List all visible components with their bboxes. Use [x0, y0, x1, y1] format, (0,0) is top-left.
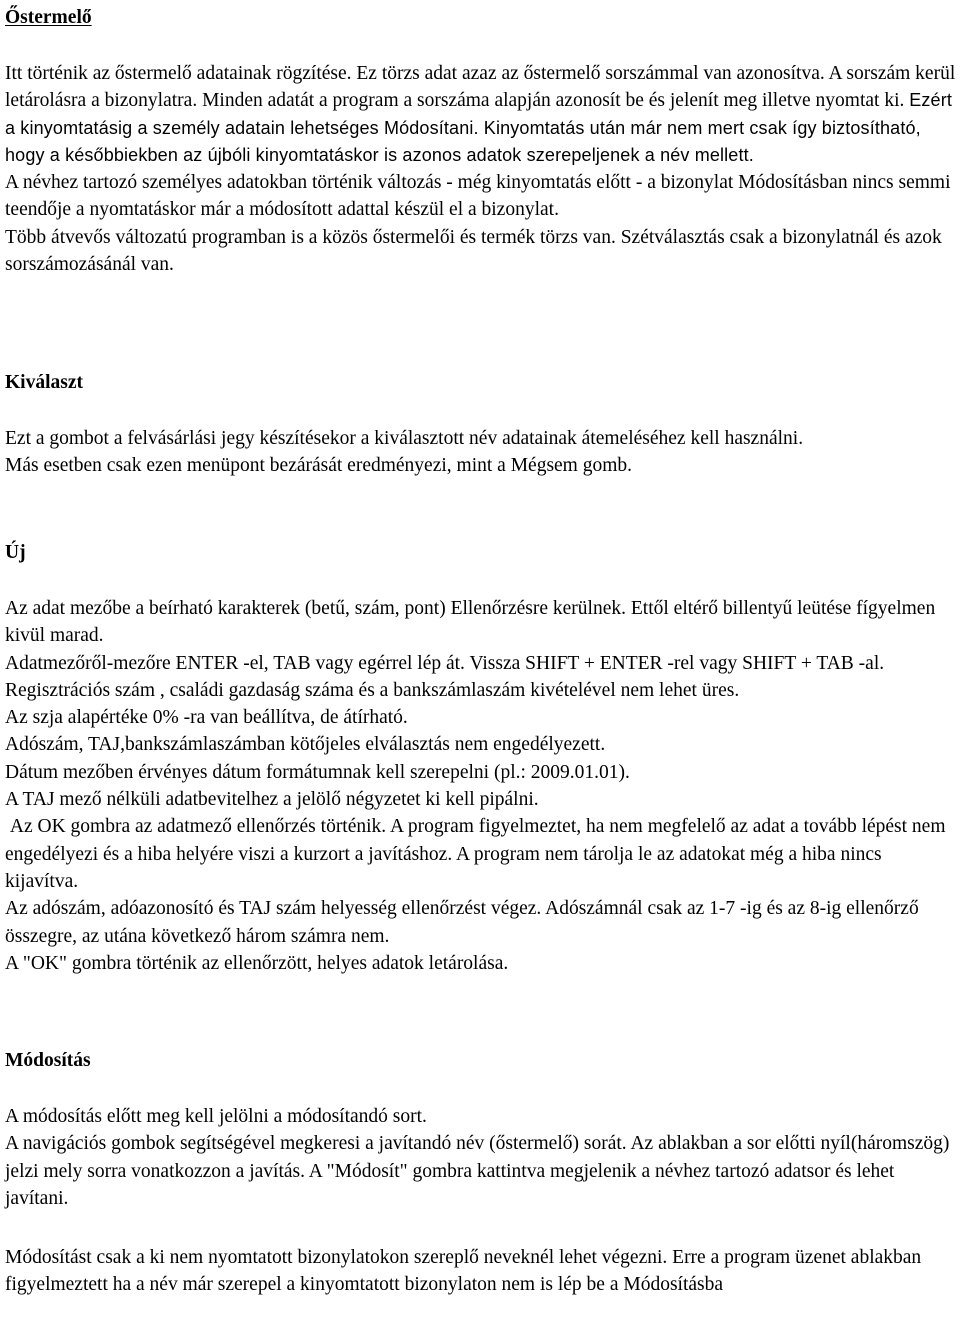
paragraph: Az OK gombra az adatmező ellenőrzés történik. A program figyelmeztet, ha nem megfelelő az adat a tovább lépést nem engedélyezi és a hiba helyére viszi a kurzort a javításhoz. A program nem tárolja le az adatokat még a hiba nincs kijavítva.: [5, 816, 951, 892]
paragraph: A módosítás előtt meg kell jelölni a módosítandó sort.: [5, 1106, 427, 1127]
paragraph: Az szja alapértéke 0% -ra van beállítva, de átírható.: [5, 707, 408, 729]
modositas-note: [5, 1244, 957, 1299]
section-title-modositas: Módosítás: [5, 1050, 91, 1071]
uj-body: [5, 595, 957, 977]
section-kivalaszt: [5, 369, 957, 397]
paragraph: A "OK" gombra történik az ellenőrzött, helyes adatok letárolása.: [5, 952, 509, 974]
section-modositas: [5, 1047, 957, 1075]
section-title-kivalaszt: Kiválaszt: [5, 372, 83, 393]
paragraph: Dátum mezőben érvényes dátum formátumnak kell szerepelni (pl.: 2009.01.01).: [5, 761, 630, 783]
ostermelo-body: [5, 60, 957, 278]
paragraph-text-sans: Ezért a kinyomtatásig a személy adatain lehetséges Módosítani. Kinyomtatás után már nem mert csak így biztosítható, hogy a későbbiekben az újbóli kinyomtatáskor is azonos adatok szerepeljenek a név mellett.: [5, 90, 953, 165]
paragraph: Adatmezőről-mezőre ENTER -el, TAB vagy egérrel lép át. Vissza SHIFT + ENTER -rel vagy SHIFT + TAB -al.: [5, 652, 885, 674]
paragraph: Más esetben csak ezen menüpont bezárását eredményezi, mint a Mégsem gomb.: [5, 455, 633, 477]
modositas-body: [5, 1103, 957, 1212]
section-title-uj: Új: [5, 542, 26, 563]
paragraph: A navigációs gombok segítségével megkeresi a javítandó név (őstermelő) sorát. Az ablakban a sor előtti nyíl(háromszög) jelzi mely sorra vonatkozzon a javítás. A "Módosít" gombra kattintva megjelenik a névhez tartozó adatsor és lehet javítani.: [5, 1133, 950, 1209]
paragraph: Ezt a gombot a felvásárlási jegy készítésekor a kiválasztott név adatainak átemeléséhez kell használni.: [5, 428, 804, 449]
paragraph: Több átvevős változatú programban is a közös őstermelői és termék törzs van. Szétválasztás csak a bizonylatnál és azok sorszámozásánál van.: [5, 226, 942, 276]
kivalaszt-body: [5, 425, 957, 480]
paragraph: Adószám, TAJ,bankszámlaszámban kötőjeles elválasztás nem engedélyezett.: [5, 734, 606, 756]
paragraph: Az adat mezőbe a beírható karakterek (betű, szám, pont) Ellenőrzésre kerülnek. Ettől eltérő billentyű leütése fígyelmen kivül marad.: [5, 598, 936, 647]
paragraph: [5, 60, 957, 169]
paragraph: A TAJ mező nélküli adatbevitelhez a jelölő négyzetet ki kell pipálni.: [5, 789, 539, 811]
paragraph-text: Itt történik az őstermelő adatainak rögzítése. Ez törzs adat azaz az őstermelő sorszámmal van azonosítva. A sorszám kerül letárolásra a bizonylatra. Minden adatát a program a sorszáma alapján azonosít be és jelenít meg illetve nyomtat ki.: [5, 63, 956, 112]
section-title-ostermelo: Őstermelő: [5, 7, 92, 28]
paragraph: Az adószám, adóazonosító és TAJ szám helyesség ellenőrzést végez. Adószámnál csak az 1-7 -ig és az 8-ig ellenőrző összegre, az utána következő három számra nem.: [5, 898, 919, 947]
paragraph: A névhez tartozó személyes adatokban történik változás - még kinyomtatás előtt - a bizonylat Módosításban nincs semmi teendője a nyomtatáskor már a módosított adattal készül el a bizonylat.: [5, 172, 951, 221]
paragraph: Regisztrációs szám , családi gazdaság száma és a bankszámlaszám kivételével nem lehet üres.: [5, 679, 740, 701]
section-ostermelo: [5, 4, 957, 32]
section-uj: [5, 539, 957, 567]
paragraph: Módosítást csak a ki nem nyomtatott bizonylatokon szereplő neveknél lehet végezni. Erre a program üzenet ablakban figyelmeztett ha a név már szerepel a kinyomtatott bizonylaton nem is lép be a Módosításba: [5, 1247, 922, 1296]
